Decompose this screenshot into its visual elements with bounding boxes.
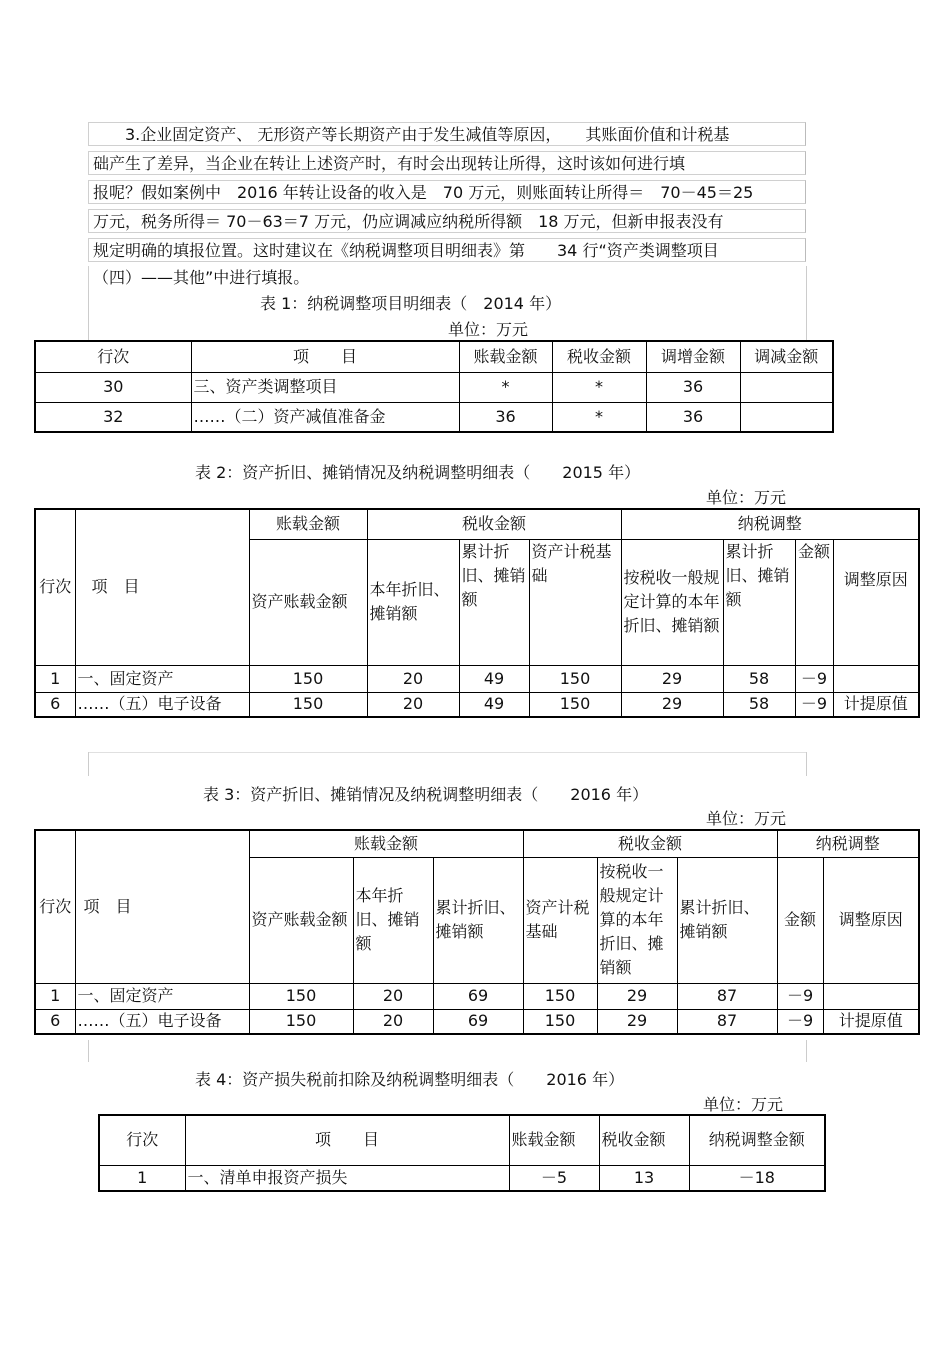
table-row: [35, 665, 919, 692]
table-cell: 87: [677, 983, 777, 1009]
table3-sub-header: 累计折旧、摊销额: [433, 857, 523, 983]
table1: [34, 340, 834, 433]
table4-header-item: 项 目: [185, 1115, 509, 1165]
table-row: [35, 402, 833, 432]
table-cell: *: [552, 372, 646, 402]
table-cell: 49: [459, 692, 529, 717]
table3-header-item: 项 目: [75, 830, 249, 983]
table3: [34, 829, 920, 1035]
table4-header-tax: 税收金额: [599, 1115, 689, 1165]
table-cell: －9: [777, 983, 823, 1009]
table2-header-item: 项 目: [75, 509, 249, 665]
paragraph-line: 3.企业固定资产、 无形资产等长期资产由于发生减值等原因， 其账面价值和计税基: [88, 122, 806, 146]
table2-sub-header: 按税收一般规定计算的本年折旧、摊销额: [621, 539, 723, 665]
table-row: [35, 1009, 919, 1034]
table2-sub-header: 调整原因: [833, 539, 919, 665]
table-cell: ……（五）电子设备: [75, 1009, 249, 1034]
table3-sub-header: 累计折旧、摊销额: [677, 857, 777, 983]
table-cell: 29: [621, 665, 723, 692]
table-cell: 29: [597, 983, 677, 1009]
table-cell: －18: [689, 1165, 825, 1191]
table-cell: ……（二）资产减值准备金: [191, 402, 459, 432]
table-cell: 29: [597, 1009, 677, 1034]
table-cell: 一、清单申报资产损失: [185, 1165, 509, 1191]
table-cell: 87: [677, 1009, 777, 1034]
table-cell: [740, 372, 833, 402]
table-cell: 一、固定资产: [75, 983, 249, 1009]
table3-unit: 单位：万元: [706, 809, 787, 828]
table-cell: 6: [35, 1009, 75, 1034]
table3-header-row-no: 行次: [35, 830, 75, 983]
table-cell: 29: [621, 692, 723, 717]
table1-header-increase: 调增金额: [646, 341, 740, 372]
table2-caption: 表 2：资产折旧、摊销情况及纳税调整明细表（ 2015 年）: [195, 463, 641, 482]
table-cell: －9: [795, 665, 833, 692]
table-cell: *: [552, 402, 646, 432]
table-cell: 一、固定资产: [75, 665, 249, 692]
table-row: [35, 983, 919, 1009]
table3-sub-header: 资产账载金额: [249, 857, 353, 983]
table-cell: 1: [35, 665, 75, 692]
table3-caption: 表 3：资产折旧、摊销情况及纳税调整明细表（ 2016 年）: [203, 785, 649, 804]
table-cell: 计提原值: [823, 1009, 919, 1034]
table-cell: 150: [249, 665, 367, 692]
table-cell: 150: [523, 983, 597, 1009]
table4-unit: 单位：万元: [703, 1095, 784, 1114]
table-cell: 69: [433, 1009, 523, 1034]
table-row: [35, 692, 919, 717]
divider: [806, 1040, 807, 1062]
table-cell: －9: [795, 692, 833, 717]
table-cell: －9: [777, 1009, 823, 1034]
table1-header-book: 账载金额: [459, 341, 552, 372]
table1-caption: 表 1：纳税调整项目明细表（ 2014 年）: [260, 294, 562, 313]
paragraph-line: 万元，税务所得＝ 70－63＝7 万元，仍应调减应纳税所得额 18 万元，但新申报表没有: [88, 209, 806, 233]
table3-header-book: 账载金额: [249, 830, 523, 857]
table-cell: 20: [367, 692, 459, 717]
table-cell: [740, 402, 833, 432]
table-cell: 30: [35, 372, 191, 402]
table-cell: 58: [723, 665, 795, 692]
table-cell: 150: [529, 665, 621, 692]
table2-sub-header: 累计折旧、摊销额: [723, 539, 795, 665]
table-row: [35, 372, 833, 402]
table-cell: 150: [249, 983, 353, 1009]
table4: [98, 1114, 826, 1192]
table-cell: 6: [35, 692, 75, 717]
table1-unit: 单位：万元: [448, 320, 529, 339]
table2-sub-header: 资产计税基础: [529, 539, 621, 665]
table-cell: 三、资产类调整项目: [191, 372, 459, 402]
table1-header-tax: 税收金额: [552, 341, 646, 372]
table1-header-row-no: 行次: [35, 341, 191, 372]
paragraph-line: 础产生了差异，当企业在转让上述资产时，有时会出现转让所得，这时该如何进行填: [88, 151, 806, 175]
table-cell: 20: [353, 983, 433, 1009]
table-cell: 20: [353, 1009, 433, 1034]
table2-unit: 单位：万元: [706, 488, 787, 507]
table-cell: 计提原值: [833, 692, 919, 717]
table3-header-tax: 税收金额: [523, 830, 777, 857]
table-cell: 20: [367, 665, 459, 692]
table-cell: 1: [35, 983, 75, 1009]
table2: [34, 508, 920, 718]
table-row: [99, 1165, 825, 1191]
table-cell: 36: [646, 372, 740, 402]
table-cell: *: [459, 372, 552, 402]
paragraph-line: 规定明确的填报位置。这时建议在《纳税调整项目明细表》第 34 行“资产类调整项目: [88, 238, 806, 262]
table2-sub-header: 本年折旧、摊销额: [367, 539, 459, 665]
table2-header-tax: 税收金额: [367, 509, 621, 539]
table2-sub-header: 资产账载金额: [249, 539, 367, 665]
table2-header-adjust: 纳税调整: [621, 509, 919, 539]
table-cell: 150: [249, 1009, 353, 1034]
table3-sub-header: 按税收一般规定计算的本年折旧、摊销额: [597, 857, 677, 983]
table4-header-row-no: 行次: [99, 1115, 185, 1165]
table-cell: 36: [646, 402, 740, 432]
divider: [806, 266, 807, 340]
table-cell: 150: [523, 1009, 597, 1034]
table-cell: [823, 983, 919, 1009]
table2-header-book: 账载金额: [249, 509, 367, 539]
table4-caption: 表 4：资产损失税前扣除及纳税调整明细表（ 2016 年）: [195, 1070, 625, 1089]
table-cell: [833, 665, 919, 692]
divider: [88, 752, 806, 753]
table-cell: 36: [459, 402, 552, 432]
divider: [88, 1040, 89, 1062]
table3-sub-header: 金额: [777, 857, 823, 983]
table-cell: 150: [249, 692, 367, 717]
table2-sub-header: 金额: [795, 539, 833, 665]
table-cell: 13: [599, 1165, 689, 1191]
paragraph-line: 报呢？假如案例中 2016 年转让设备的收入是 70 万元，则账面转让所得＝ 70－45＝25: [88, 180, 806, 204]
table3-sub-header: 调整原因: [823, 857, 919, 983]
table-cell: ……（五）电子设备: [75, 692, 249, 717]
divider: [806, 752, 807, 776]
table1-header-item: 项 目: [191, 341, 459, 372]
table-cell: －5: [509, 1165, 599, 1191]
divider: [88, 752, 89, 776]
table-cell: 1: [99, 1165, 185, 1191]
table1-header-decrease: 调减金额: [740, 341, 833, 372]
table2-sub-header: 累计折旧、摊销额: [459, 539, 529, 665]
table3-sub-header: 本年折旧、摊销额: [353, 857, 433, 983]
table-cell: 69: [433, 983, 523, 1009]
table-cell: 49: [459, 665, 529, 692]
table4-header-adjust: 纳税调整金额: [689, 1115, 825, 1165]
divider: [88, 290, 89, 340]
table-cell: 150: [529, 692, 621, 717]
table-cell: 58: [723, 692, 795, 717]
table3-header-adjust: 纳税调整: [777, 830, 919, 857]
table3-sub-header: 资产计税基础: [523, 857, 597, 983]
table-cell: 32: [35, 402, 191, 432]
paragraph-line: （四）——其他”中进行填报。: [88, 266, 806, 290]
table2-header-row-no: 行次: [35, 509, 75, 665]
table4-header-book: 账载金额: [509, 1115, 599, 1165]
